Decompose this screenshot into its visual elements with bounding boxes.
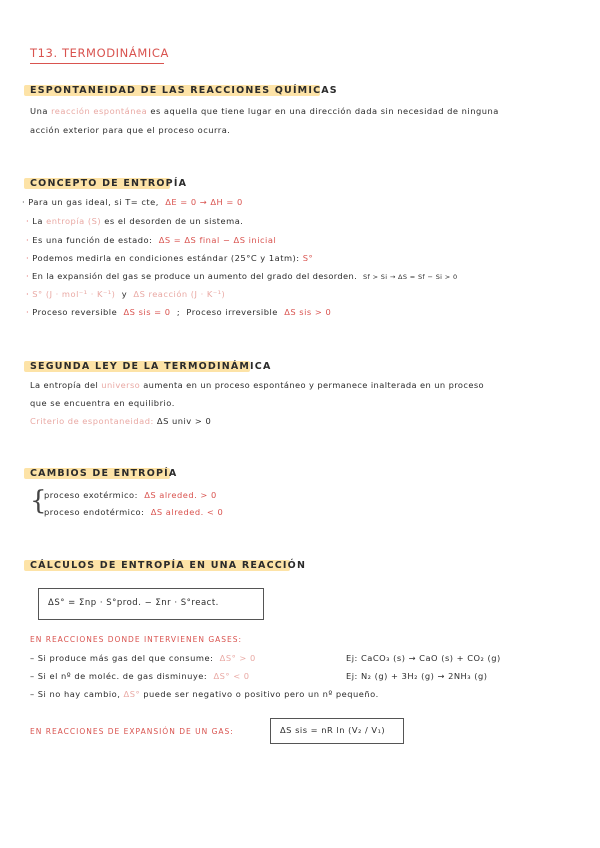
heading-calculos: CÁLCULOS DE ENTROPÍA EN UNA REACCIÓN	[30, 560, 307, 571]
gases-rule-2: – Si el nº de moléc. de gas disminuye: ΔS° < 0	[30, 671, 250, 681]
page-title: T13. TERMODINÁMICA	[30, 46, 169, 60]
heading-segunda-ley: SEGUNDA LEY DE LA TERMODINÁMICA	[30, 361, 272, 372]
entropia-bullet-7: · Proceso reversible ΔS sis = 0 ; Proceso irreversible ΔS sis > 0	[26, 307, 332, 317]
cambios-line-2: proceso endotérmico: ΔS alreded. < 0	[44, 507, 224, 517]
entropia-bullet-1: · Para un gas ideal, si T= cte, ΔE = 0 → ΔH = 0	[22, 197, 243, 207]
expansion-subheading: EN REACCIONES DE EXPANSIÓN DE UN GAS:	[30, 727, 234, 736]
entropia-bullet-3: · Es una función de estado: ΔS = ΔS final − ΔS inicial	[26, 235, 277, 245]
espontaneidad-line-1: Una reacción espontánea es aquella que tiene lugar en una dirección dada sin necesidad de ninguna	[30, 106, 499, 116]
gases-example-2: Ej: N₂ (g) + 3H₂ (g) → 2NH₃ (g)	[346, 671, 488, 681]
entropia-bullet-2: · La entropía (S) es el desorden de un sistema.	[26, 216, 244, 226]
espontaneidad-line-2: acción exterior para que el proceso ocurra.	[30, 125, 231, 135]
gases-rule-3: – Si no hay cambio, ΔS° puede ser negativo o positivo pero un nº pequeño.	[30, 689, 379, 699]
title-underline	[30, 63, 164, 64]
brace-icon: {	[30, 486, 47, 516]
gases-rule-1: – Si produce más gas del que consume: ΔS° > 0	[30, 653, 256, 663]
heading-cambios: CAMBIOS DE ENTROPÍA	[30, 468, 178, 479]
entropia-bullet-4: · Podemos medirla en condiciones estándar (25°C y 1atm): S°	[26, 253, 314, 263]
heading-espontaneidad: ESPONTANEIDAD DE LAS REACCIONES QUÍMICAS	[30, 85, 338, 96]
entropia-bullet-6: · S° (J · mol⁻¹ · K⁻¹) y ΔS reacción (J · K⁻¹)	[26, 289, 226, 299]
heading-entropia: CONCEPTO DE ENTROPÍA	[30, 178, 188, 189]
gases-example-1: Ej: CaCO₃ (s) → CaO (s) + CO₂ (g)	[346, 653, 501, 663]
segunda-line-1: La entropía del universo aumenta en un proceso espontáneo y permanece inalterada en un proceso	[30, 380, 485, 390]
segunda-line-3: Criterio de espontaneidad: ΔS univ > 0	[30, 416, 212, 426]
gases-subheading: EN REACCIONES DONDE INTERVIENEN GASES:	[30, 635, 243, 644]
cambios-line-1: proceso exotérmico: ΔS alreded. > 0	[44, 490, 217, 500]
entropia-bullet-5: · En la expansión del gas se produce un aumento del grado del desorden. Sf > Si → ΔS = Sf − Si > 0	[26, 271, 458, 281]
segunda-line-2: que se encuentra en equilibrio.	[30, 398, 175, 408]
expansion-formula: ΔS sis = nR ln (V₂ / V₁)	[280, 725, 386, 735]
entropy-formula: ΔS° = Σnp · S°prod. − Σnr · S°react.	[48, 598, 219, 608]
